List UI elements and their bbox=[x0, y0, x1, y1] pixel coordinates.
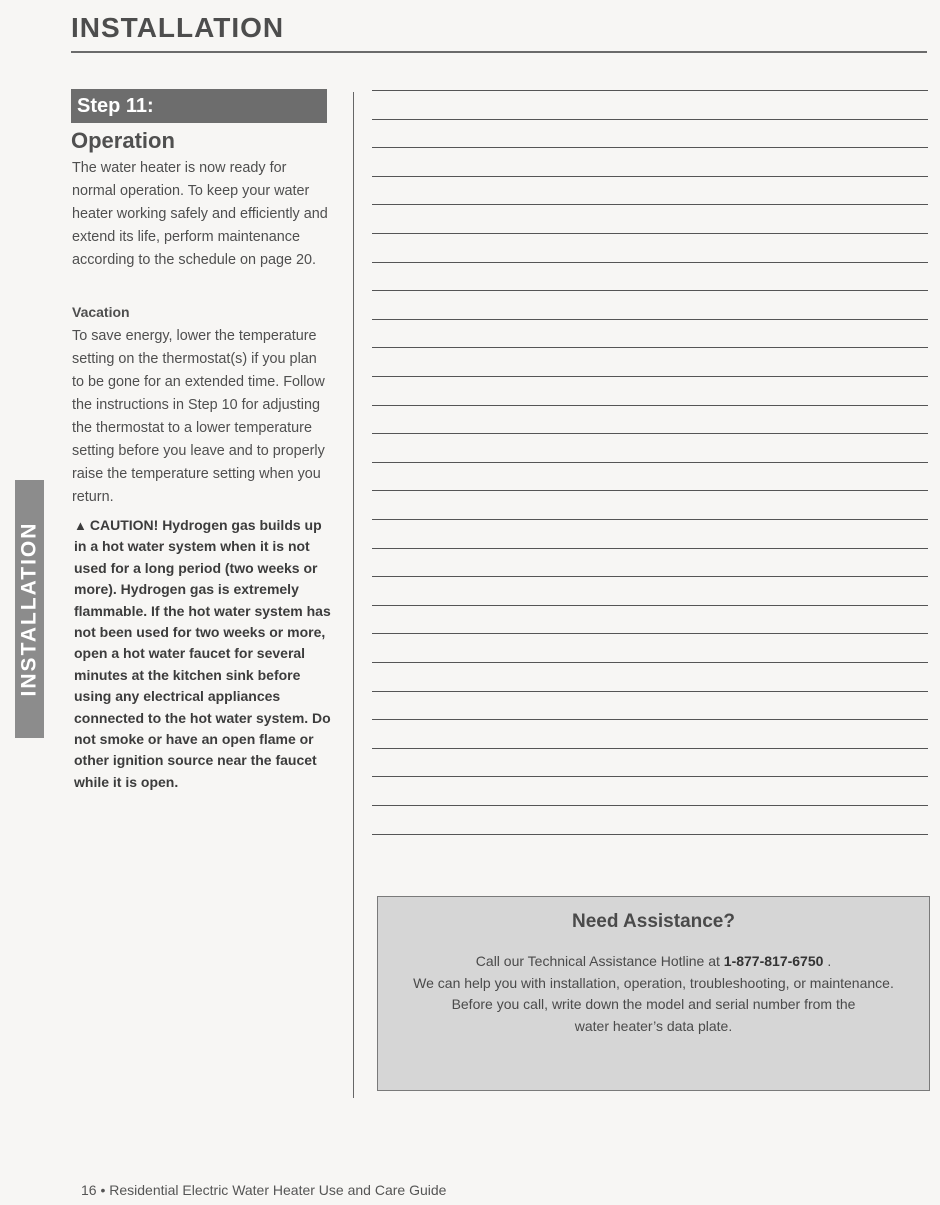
assistance-title: Need Assistance? bbox=[572, 911, 735, 932]
note-line bbox=[372, 519, 928, 520]
step-banner: Step 11: bbox=[71, 89, 327, 123]
note-line bbox=[372, 376, 928, 377]
side-tab bbox=[15, 480, 44, 738]
section-title: Operation bbox=[71, 128, 175, 153]
note-line bbox=[372, 319, 928, 320]
assistance-box bbox=[377, 896, 930, 1091]
note-line bbox=[372, 805, 928, 806]
note-line bbox=[372, 147, 928, 148]
note-line bbox=[372, 405, 928, 406]
note-line bbox=[372, 633, 928, 634]
vacation-paragraph: To save energy, lower the temperature setting on the thermostat(s) if you plan to be gone for an extended time. Follow the instructions in Step 10 for adjusting the thermostat to a lower temperature setting before you leave and to properly raise the temperature setting when you return. bbox=[72, 328, 325, 505]
side-tab-label: INSTALLATION bbox=[17, 521, 41, 697]
assistance-line-3: Before you call, write down the model and serial number from the bbox=[451, 996, 856, 1012]
assistance-line-2: We can help you with installation, operation, troubleshooting, or maintenance. bbox=[413, 974, 894, 991]
note-line bbox=[372, 834, 928, 835]
column-divider bbox=[353, 92, 354, 1098]
warning-triangle-icon: ▲ bbox=[74, 518, 87, 533]
note-line bbox=[372, 90, 928, 91]
note-line bbox=[372, 719, 928, 720]
header-title: INSTALLATION bbox=[71, 12, 285, 43]
note-line bbox=[372, 290, 928, 291]
note-line bbox=[372, 548, 928, 549]
page-footer: 16 • Residential Electric Water Heater Use and Care Guide bbox=[81, 1182, 447, 1198]
header-rule bbox=[71, 51, 927, 53]
note-line bbox=[372, 462, 928, 463]
assistance-line-4: water heater’s data plate. bbox=[574, 1017, 733, 1034]
note-line bbox=[372, 776, 928, 777]
hotline-prefix: Call our Technical Assistance Hotline at bbox=[475, 953, 720, 969]
note-line bbox=[372, 576, 928, 577]
note-line bbox=[372, 605, 928, 606]
intro-paragraph: The water heater is now ready for normal operation. To keep your water heater working safely and efficiently and extend its life, perform maintenance according to the schedule on page 20. bbox=[72, 160, 328, 268]
caution-text: CAUTION! Hydrogen gas builds up in a hot water system when it is not used for a long period (two weeks or more). Hydrogen gas is extremely flammable. If the hot water system has not been used for two weeks or more, open a hot water faucet for several minutes at the kitchen sink before using any electrical appliances connected to the hot water system. Do not smoke or have an open flame or other ignition source near the faucet while it is open. bbox=[74, 517, 331, 790]
vacation-heading: Vacation bbox=[72, 304, 130, 320]
hotline-suffix: . bbox=[827, 953, 832, 969]
note-line bbox=[372, 662, 928, 663]
note-line bbox=[372, 119, 928, 120]
assistance-line-1 bbox=[378, 951, 929, 973]
note-line bbox=[372, 262, 928, 263]
note-line bbox=[372, 176, 928, 177]
note-line bbox=[372, 490, 928, 491]
note-line bbox=[372, 233, 928, 234]
assistance-body bbox=[378, 951, 929, 1037]
note-line bbox=[372, 691, 928, 692]
note-line bbox=[372, 347, 928, 348]
note-line bbox=[372, 433, 928, 434]
hotline-phone: 1-877-817-6750 bbox=[723, 953, 824, 969]
note-line bbox=[372, 204, 928, 205]
note-line bbox=[372, 748, 928, 749]
caution-block bbox=[74, 515, 334, 793]
